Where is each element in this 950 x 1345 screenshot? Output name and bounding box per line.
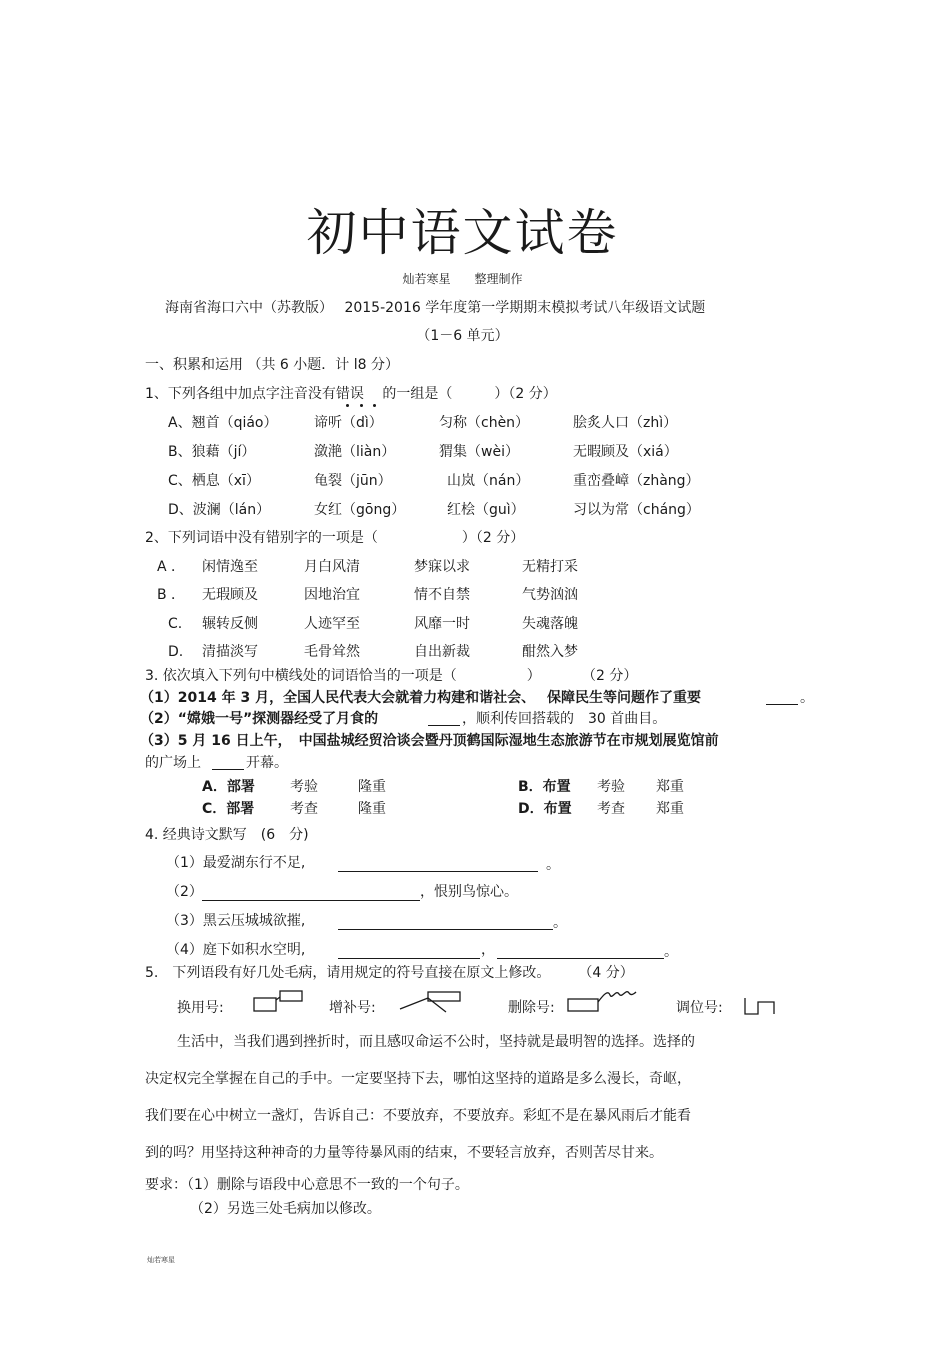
q2-row-c-w1: 辗转反侧 bbox=[202, 616, 258, 632]
q3-opt-c-2: 考查 bbox=[290, 801, 318, 817]
emphasis-dot bbox=[373, 404, 376, 407]
q1-row-a-opt4: 脍炙人口（zhì） bbox=[573, 415, 678, 431]
q3-opt-a-3: 隆重 bbox=[358, 779, 386, 795]
q2-row-d-w1: 清描淡写 bbox=[202, 644, 258, 660]
q3-score: （2 分） bbox=[582, 668, 638, 684]
q3-opt-d-3: 郑重 bbox=[656, 801, 684, 817]
paragraph-line-4: 到的吗？用坚持这种神奇的力量等待暴风雨的结束，不要轻言放弃，否则苦尽甘来。 bbox=[145, 1145, 663, 1161]
q4-line2: （2） bbox=[166, 884, 203, 900]
q4-stem: 4. 经典诗文默写 (6 分) bbox=[145, 827, 309, 843]
symbol-replace-label: 换用号: bbox=[177, 1000, 224, 1016]
section-heading: 一、积累和运用 （共 6 小题．计 l8 分） bbox=[145, 357, 399, 373]
q2-row-c-w2: 人迹罕至 bbox=[304, 616, 360, 632]
q3-sentence1: （1）2014 年 3 月，全国人民代表大会就着力构建和谐社会、 保障民生等问题作了重要 bbox=[140, 690, 701, 706]
q4-blank-2[interactable] bbox=[202, 884, 420, 901]
document-title: 初中语文试卷 bbox=[306, 204, 619, 262]
q1-row-b-opt1: B、狼藉（jí） bbox=[168, 444, 256, 460]
q2-row-a-w1: 闲情逸至 bbox=[202, 559, 258, 575]
swap-mark-icon bbox=[742, 994, 780, 1018]
delete-mark-icon bbox=[566, 986, 638, 1016]
q1-row-a-opt1: A、翘首（qiáo） bbox=[168, 415, 278, 431]
q3-stem: 3. 依次填入下列句中横线处的词语恰当的一项是（ ） bbox=[145, 668, 541, 684]
q3-opt-d-2: 考查 bbox=[597, 801, 625, 817]
symbol-delete-label: 删除号: bbox=[508, 1000, 555, 1016]
q2-row-b-w4: 气势汹汹 bbox=[522, 587, 578, 603]
q4-blank-1[interactable] bbox=[338, 855, 538, 872]
q4-line1-end: 。 bbox=[546, 857, 560, 873]
q2-row-b-w1: 无瑕顾及 bbox=[202, 587, 258, 603]
q3-sentence3: （3）5 月 16 日上午， 中国盐城经贸洽谈会暨丹顶鹤国际湿地生态旅游节在市规划展览馆前 bbox=[140, 733, 719, 749]
q3-opt-a-1: A．部署 bbox=[202, 779, 255, 795]
q2-row-d-letter: D. bbox=[168, 644, 184, 660]
q3-sentence2-end: ，顺利传回搭载的 30 首曲目。 bbox=[462, 711, 667, 727]
q1-row-b-opt2: 潋滟（liàn） bbox=[314, 444, 396, 460]
q1-row-a-opt2: 谛听（dì） bbox=[314, 415, 383, 431]
q2-row-b-letter: B ． bbox=[157, 587, 186, 603]
requirement-1: 要求：（1）删除与语段中心意思不一致的一个句子。 bbox=[145, 1177, 469, 1193]
q3-opt-b-1: B．布置 bbox=[518, 779, 571, 795]
q1-row-d-opt1: D、波澜（lán） bbox=[168, 502, 271, 518]
q3-opt-d-1: D．布置 bbox=[518, 801, 572, 817]
replace-mark-icon bbox=[252, 988, 307, 1016]
q2-row-a-w2: 月白风清 bbox=[304, 559, 360, 575]
q3-sentence3-end: 开幕。 bbox=[246, 755, 288, 771]
q1-row-d-opt4: 习以为常（cháng） bbox=[573, 502, 700, 518]
q2-row-a-w4: 无精打采 bbox=[522, 559, 578, 575]
q3-opt-c-1: C．部署 bbox=[202, 801, 255, 817]
q4-line2-end: ，恨别鸟惊心。 bbox=[420, 884, 518, 900]
q3-sentence3-cont: 的广场上 bbox=[145, 755, 201, 771]
paragraph-line-2: 决定权完全掌握在自己的手中。一定要坚持下去，哪怕这坚持的道路是多么漫长，奇岖， bbox=[145, 1071, 691, 1087]
q2-row-d-w4: 酣然入梦 bbox=[522, 644, 578, 660]
q1-row-c-opt1: C、栖息（xī） bbox=[168, 473, 260, 489]
q2-row-a-w3: 梦寐以求 bbox=[414, 559, 470, 575]
q4-line1: （1）最爱湖东行不足, bbox=[166, 855, 306, 871]
symbol-swap-label: 调位号: bbox=[676, 1000, 723, 1016]
q3-opt-c-3: 隆重 bbox=[358, 801, 386, 817]
q4-blank-4a[interactable] bbox=[338, 942, 480, 959]
q1-row-d-opt3: 红桧（guì） bbox=[447, 502, 525, 518]
paragraph-line-3: 我们要在心中树立一盏灯，告诉自己：不要放弃，不要放弃。彩虹不是在暴风雨后才能看 bbox=[145, 1108, 691, 1124]
emphasis-dot bbox=[346, 404, 349, 407]
q1-row-b-opt4: 无暇顾及（xiá） bbox=[573, 444, 678, 460]
q4-blank-4b[interactable] bbox=[497, 942, 664, 959]
q2-row-d-w2: 毛骨耸然 bbox=[304, 644, 360, 660]
document-subtitle: 灿若寒星 整理制作 bbox=[402, 272, 523, 286]
q3-sentence2: （2）“嫦娥一号”探测器经受了月食的 bbox=[140, 711, 379, 727]
requirement-2: （2）另选三处毛病加以修改。 bbox=[190, 1201, 381, 1217]
q4-line4: （4）庭下如积水空明, bbox=[166, 942, 306, 958]
q1-row-c-opt2: 龟裂（jūn） bbox=[314, 473, 392, 489]
q3-blank-1[interactable] bbox=[766, 688, 798, 705]
symbol-insert-label: 增补号: bbox=[329, 1000, 376, 1016]
emphasis-dot bbox=[360, 404, 363, 407]
q5-stem: 5. 下列语段有好几处毛病，请用规定的符号直接在原文上修改。 （4 分） bbox=[145, 965, 634, 981]
unit-line: （1－6 单元） bbox=[416, 328, 509, 344]
q2-row-c-w3: 风靡一时 bbox=[414, 616, 470, 632]
q2-row-c-letter: C. bbox=[168, 616, 183, 632]
q1-stem: 1、下列各组中加点字注音没有错误 的一组是（ ）（2 分） bbox=[145, 386, 557, 402]
q4-blank-3[interactable] bbox=[338, 913, 553, 930]
q4-line4-end: 。 bbox=[664, 944, 678, 960]
q1-row-b-opt3: 猬集（wèi） bbox=[439, 444, 519, 460]
q3-blank-2[interactable] bbox=[428, 709, 460, 726]
q1-row-a-opt3: 匀称（chèn） bbox=[439, 415, 530, 431]
q1-row-c-opt4: 重峦叠嶂（zhàng） bbox=[573, 473, 700, 489]
q4-line3-end: 。 bbox=[553, 915, 567, 931]
q2-row-a-letter: A ． bbox=[157, 559, 186, 575]
q3-opt-b-2: 考验 bbox=[597, 779, 625, 795]
q3-opt-b-3: 郑重 bbox=[656, 779, 684, 795]
q2-stem: 2、下列词语中没有错别字的一项是（ ）（2 分） bbox=[145, 530, 525, 546]
q2-row-c-w4: 失魂落魄 bbox=[522, 616, 578, 632]
q4-line4-comma: ， bbox=[481, 942, 495, 958]
q2-row-b-w3: 情不自禁 bbox=[414, 587, 470, 603]
paragraph-line-1: 生活中，当我们遇到挫折时，而且感叹命运不公时，坚持就是最明智的选择。选择的 bbox=[177, 1034, 695, 1050]
q4-line3: （3）黑云压城城欲摧, bbox=[166, 913, 306, 929]
q1-row-c-opt3: 山岚（nán） bbox=[447, 473, 530, 489]
insert-mark-icon bbox=[398, 988, 464, 1016]
q2-row-d-w3: 自出新裁 bbox=[414, 644, 470, 660]
school-line: 海南省海口六中（苏教版） 2015-2016 学年度第一学期期末模拟考试八年级语文试题 bbox=[165, 300, 706, 316]
q3-opt-a-2: 考验 bbox=[290, 779, 318, 795]
q3-sentence1-end: 。 bbox=[800, 690, 814, 706]
footer-mark: 灿若寒星 bbox=[147, 1256, 175, 1264]
q2-row-b-w2: 因地治宜 bbox=[304, 587, 360, 603]
q1-row-d-opt2: 女红（gōng） bbox=[314, 502, 406, 518]
q3-blank-3[interactable] bbox=[212, 753, 244, 770]
